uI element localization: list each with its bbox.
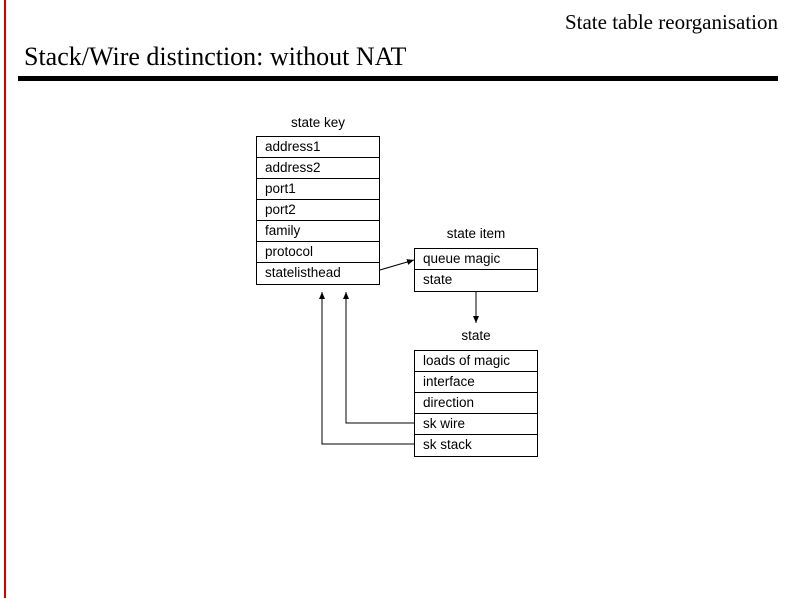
state-item-box (414, 248, 538, 292)
state-caption: state (461, 328, 491, 343)
slide-header: State table reorganisation (564, 10, 778, 34)
field-loads-of-magic: loads of magic (415, 351, 537, 372)
title-rule (18, 76, 778, 81)
field-sk-wire: sk wire (415, 414, 537, 435)
field-queue-magic: queue magic (415, 249, 537, 270)
state-item-caption: state item (446, 226, 506, 241)
field-protocol: protocol (257, 242, 379, 263)
field-direction: direction (415, 393, 537, 414)
connector-lines (0, 95, 798, 495)
field-family: family (257, 221, 379, 242)
field-sk-stack: sk stack (423, 437, 472, 452)
field-port1: port1 (257, 179, 379, 200)
field-address1: address1 (257, 137, 379, 158)
field-statelisthead: statelisthead (265, 265, 341, 280)
state-key-box (256, 136, 380, 285)
state-key-caption: state key (290, 115, 346, 130)
field-state: state (423, 272, 453, 287)
state-box (414, 350, 538, 457)
page-title: Stack/Wire distinction: without NAT (24, 42, 407, 71)
diagram (0, 95, 798, 495)
field-port2: port2 (257, 200, 379, 221)
field-address2: address2 (257, 158, 379, 179)
field-interface: interface (415, 372, 537, 393)
